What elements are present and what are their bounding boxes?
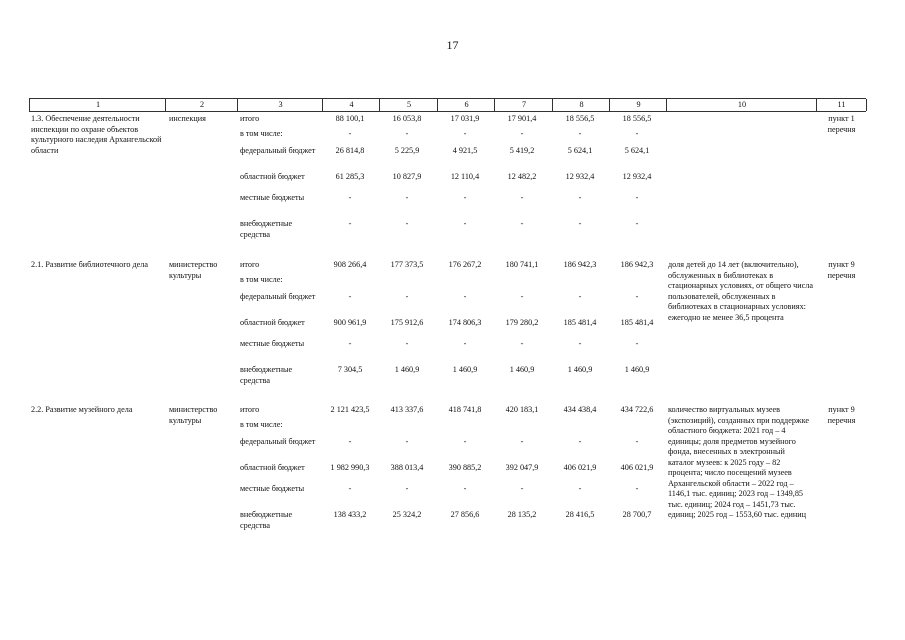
value-cell-9: -	[635, 219, 639, 228]
value-cell-6: -	[463, 129, 467, 138]
value-cell-8: 18 556,5	[565, 114, 595, 123]
value-cell-4: -	[348, 437, 352, 446]
value-cell-4: 138 433,2	[333, 510, 367, 519]
value-cell-9: -	[635, 437, 639, 446]
header-cell-10: 10	[666, 99, 817, 111]
header-cell-1: 1	[29, 99, 166, 111]
row-label: в том числе:	[240, 129, 283, 138]
header-cell-2: 2	[165, 99, 238, 111]
row-label: федеральный бюджет	[240, 146, 316, 155]
value-cell-5: -	[405, 437, 409, 446]
value-cell-7: 28 135,2	[507, 510, 537, 519]
value-cell-5: 25 324,2	[392, 510, 422, 519]
value-cell-6: -	[463, 437, 467, 446]
table-header-row	[29, 98, 866, 112]
value-cell-6: 17 031,9	[450, 114, 480, 123]
value-cell-9: 186 942,3	[620, 260, 654, 269]
value-cell-5: 1 460,9	[394, 365, 420, 374]
value-cell-8: 28 416,5	[565, 510, 595, 519]
value-cell-7: 1 460,9	[509, 365, 535, 374]
row-label: в том числе:	[240, 275, 283, 284]
value-cell-5: -	[405, 339, 409, 348]
value-cell-8: -	[578, 437, 582, 446]
value-cell-5: -	[405, 484, 409, 493]
value-cell-5: -	[405, 193, 409, 202]
value-cell-4: 2 121 423,5	[330, 405, 370, 414]
value-cell-9: 12 932,4	[622, 172, 652, 181]
section-name: 2.1. Развитие библиотечного дела	[31, 260, 149, 269]
value-cell-6: 12 110,4	[450, 172, 480, 181]
header-cell-4: 4	[322, 99, 380, 111]
header-cell-6: 6	[437, 99, 495, 111]
value-cell-5: -	[405, 219, 409, 228]
section-executor: инспекция	[169, 114, 206, 123]
header-cell-9: 9	[609, 99, 667, 111]
value-cell-4: -	[348, 129, 352, 138]
value-cell-5: 5 225,9	[394, 146, 420, 155]
row-label: итого	[240, 114, 260, 123]
value-cell-8: -	[578, 193, 582, 202]
value-cell-8: -	[578, 484, 582, 493]
header-cell-11: 11	[816, 99, 867, 111]
value-cell-5: -	[405, 129, 409, 138]
value-cell-5: 177 373,5	[390, 260, 424, 269]
value-cell-9: 406 021,9	[620, 463, 654, 472]
value-cell-4: -	[348, 292, 352, 301]
value-cell-8: 1 460,9	[567, 365, 593, 374]
value-cell-8: 185 481,4	[563, 318, 597, 327]
value-cell-4: -	[348, 484, 352, 493]
value-cell-4: 7 304,5	[337, 365, 363, 374]
value-cell-6: 1 460,9	[452, 365, 478, 374]
value-cell-4: 26 814,8	[335, 146, 365, 155]
value-cell-8: 12 932,4	[565, 172, 595, 181]
value-cell-6: 4 921,5	[452, 146, 478, 155]
value-cell-6: -	[463, 339, 467, 348]
value-cell-6: -	[463, 193, 467, 202]
value-cell-5: 10 827,9	[392, 172, 422, 181]
value-cell-8: -	[578, 339, 582, 348]
value-cell-5: -	[405, 292, 409, 301]
section-name: 2.2. Развитие музейного дела	[31, 405, 133, 414]
row-label: местные бюджеты	[240, 484, 305, 493]
section-reference: пункт 9 перечня	[827, 260, 856, 280]
value-cell-7: -	[520, 292, 524, 301]
value-cell-5: 175 912,6	[390, 318, 424, 327]
header-cell-7: 7	[494, 99, 553, 111]
value-cell-7: 17 901,4	[507, 114, 537, 123]
value-cell-9: 1 460,9	[624, 365, 650, 374]
header-cell-3: 3	[237, 99, 323, 111]
value-cell-8: 434 438,4	[563, 405, 597, 414]
value-cell-6: 390 885,2	[448, 463, 482, 472]
section-name: 1.3. Обеспечение деятельности инспекции по охране объектов культурного наследия Архангельской области	[31, 114, 162, 155]
row-label: областной бюджет	[240, 318, 305, 327]
page-number: 17	[446, 38, 459, 52]
value-cell-9: -	[635, 292, 639, 301]
row-label: внебюджетные средства	[240, 365, 293, 385]
value-cell-6: 27 856,6	[450, 510, 480, 519]
value-cell-7: 12 482,2	[507, 172, 537, 181]
value-cell-5: 413 337,6	[390, 405, 424, 414]
value-cell-4: 61 285,3	[335, 172, 365, 181]
value-cell-4: -	[348, 219, 352, 228]
value-cell-8: 5 624,1	[567, 146, 593, 155]
value-cell-7: 5 419,2	[509, 146, 535, 155]
value-cell-7: -	[520, 339, 524, 348]
value-cell-4: -	[348, 339, 352, 348]
row-label: внебюджетные средства	[240, 510, 293, 530]
value-cell-4: 88 100,1	[335, 114, 365, 123]
value-cell-6: 418 741,8	[448, 405, 482, 414]
value-cell-9: 5 624,1	[624, 146, 650, 155]
value-cell-7: -	[520, 193, 524, 202]
row-label: местные бюджеты	[240, 339, 305, 348]
value-cell-7: -	[520, 219, 524, 228]
value-cell-9: 28 700,7	[622, 510, 652, 519]
section-executor: министерство культуры	[169, 405, 218, 425]
row-label: местные бюджеты	[240, 193, 305, 202]
value-cell-8: -	[578, 292, 582, 301]
value-cell-7: 179 280,2	[505, 318, 539, 327]
section-indicators: доля детей до 14 лет (включительно), обслуженных в библиотеках в стационарных условиях, от общего числа пользователей, обслуженных в библиотеках в стационарных условиях: ежегодно не менее 36,5 процента	[668, 260, 813, 322]
value-cell-6: -	[463, 484, 467, 493]
value-cell-5: 16 053,8	[392, 114, 422, 123]
row-label: федеральный бюджет	[240, 292, 316, 301]
value-cell-4: 1 982 990,3	[330, 463, 370, 472]
header-cell-5: 5	[379, 99, 438, 111]
value-cell-9: 185 481,4	[620, 318, 654, 327]
value-cell-6: 174 806,3	[448, 318, 482, 327]
value-cell-5: 388 013,4	[390, 463, 424, 472]
budget-table	[29, 98, 866, 530]
value-cell-4: 908 266,4	[333, 260, 367, 269]
value-cell-9: -	[635, 339, 639, 348]
value-cell-7: -	[520, 437, 524, 446]
value-cell-6: -	[463, 219, 467, 228]
row-label: внебюджетные средства	[240, 219, 293, 239]
value-cell-8: 186 942,3	[563, 260, 597, 269]
value-cell-9: -	[635, 129, 639, 138]
section-reference: пункт 1 перечня	[827, 114, 856, 134]
row-label: областной бюджет	[240, 463, 305, 472]
section-indicators: количество виртуальных музеев (экспозиций), созданных при поддержке областного бюджета: 2021 год – 4 единицы; доля предметов музейного фонда, внесенных в электронный каталог музеев: к 2025 году – 82 процента; число посещений музеев Архангельской области – 2022 год – 1146,1 тыс. единиц; 2023 год – 1349,85 тыс. единиц; 2024 год – 1451,73 тыс. единиц; 2025 год – 1553,60 тыс. единиц	[668, 405, 809, 519]
section-reference: пункт 9 перечня	[827, 405, 856, 425]
value-cell-7: -	[520, 484, 524, 493]
row-label: итого	[240, 405, 260, 414]
value-cell-8: 406 021,9	[563, 463, 597, 472]
value-cell-9: -	[635, 193, 639, 202]
value-cell-8: -	[578, 219, 582, 228]
row-label: в том числе:	[240, 420, 283, 429]
value-cell-7: 420 183,1	[505, 405, 539, 414]
value-cell-6: 176 267,2	[448, 260, 482, 269]
value-cell-7: 180 741,1	[505, 260, 539, 269]
header-cell-8: 8	[552, 99, 610, 111]
section-executor: министерство культуры	[169, 260, 218, 280]
row-label: федеральный бюджет	[240, 437, 316, 446]
value-cell-4: 900 961,9	[333, 318, 367, 327]
row-label: областной бюджет	[240, 172, 305, 181]
value-cell-9: 18 556,5	[622, 114, 652, 123]
value-cell-9: 434 722,6	[620, 405, 654, 414]
value-cell-6: -	[463, 292, 467, 301]
value-cell-7: 392 047,9	[505, 463, 539, 472]
value-cell-8: -	[578, 129, 582, 138]
row-label: итого	[240, 260, 260, 269]
value-cell-4: -	[348, 193, 352, 202]
value-cell-9: -	[635, 484, 639, 493]
value-cell-7: -	[520, 129, 524, 138]
